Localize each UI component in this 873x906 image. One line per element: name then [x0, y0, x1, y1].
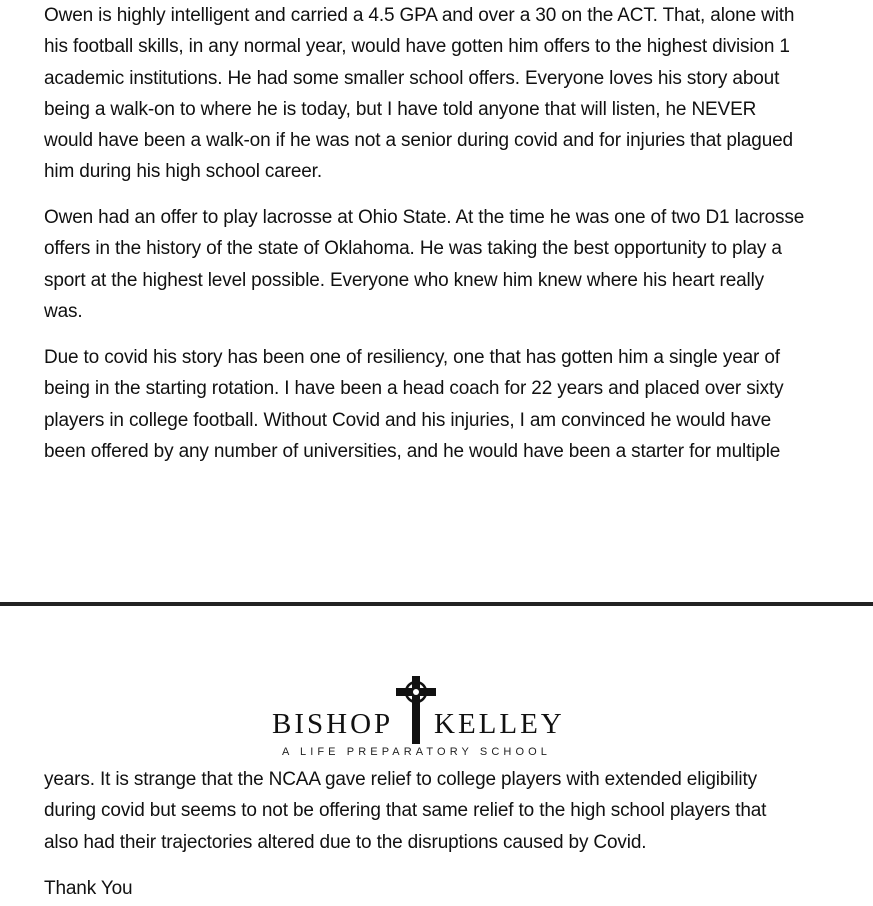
paragraph: Owen had an offer to play lacrosse at Ohio State. At the time he was one of two D1 lacrosse offers in the history of the state of Oklahoma. He was taking the best opportunity to play a sport at the highest level possible. Everyone who knew him knew where his heart really was.	[44, 207, 805, 322]
closing-line: Thank You	[44, 878, 133, 899]
celtic-cross-icon	[394, 676, 438, 744]
school-logo	[270, 676, 574, 762]
paragraph: Due to covid his story has been one of resiliency, one that has gotten him a single year of being in the starting rotation. I have been a head coach for 22 years and placed over sixty players in college football. Without Covid and his injuries, I am convinced he would have been offered by any number of universities, and he would have been a starter for multiple	[44, 347, 784, 462]
paragraph: years. It is strange that the NCAA gave relief to college players with extended eligibility during covid but seems to not be offering that same relief to the high school players that also had their trajectories altered due to the disruptions caused by Covid.	[44, 769, 767, 853]
page-divider	[0, 602, 873, 606]
logo-tagline: A LIFE PREPARATORY SCHOOL	[282, 746, 551, 758]
logo-name-left: BISHOP	[272, 708, 394, 740]
logo-name-right: KELLEY	[434, 708, 565, 740]
paragraph: Owen is highly intelligent and carried a 4.5 GPA and over a 30 on the ACT. That, alone with his football skills, in any normal year, would have gotten him offers to the highest division 1 academic institutions. He had some smaller school offers. Everyone loves his story about being a walk-on to where he is today, but I have told anyone that will listen, he NEVER would have been a walk-on if he was not a senior during covid and for injuries that plagued him during his high school career.	[44, 5, 795, 183]
